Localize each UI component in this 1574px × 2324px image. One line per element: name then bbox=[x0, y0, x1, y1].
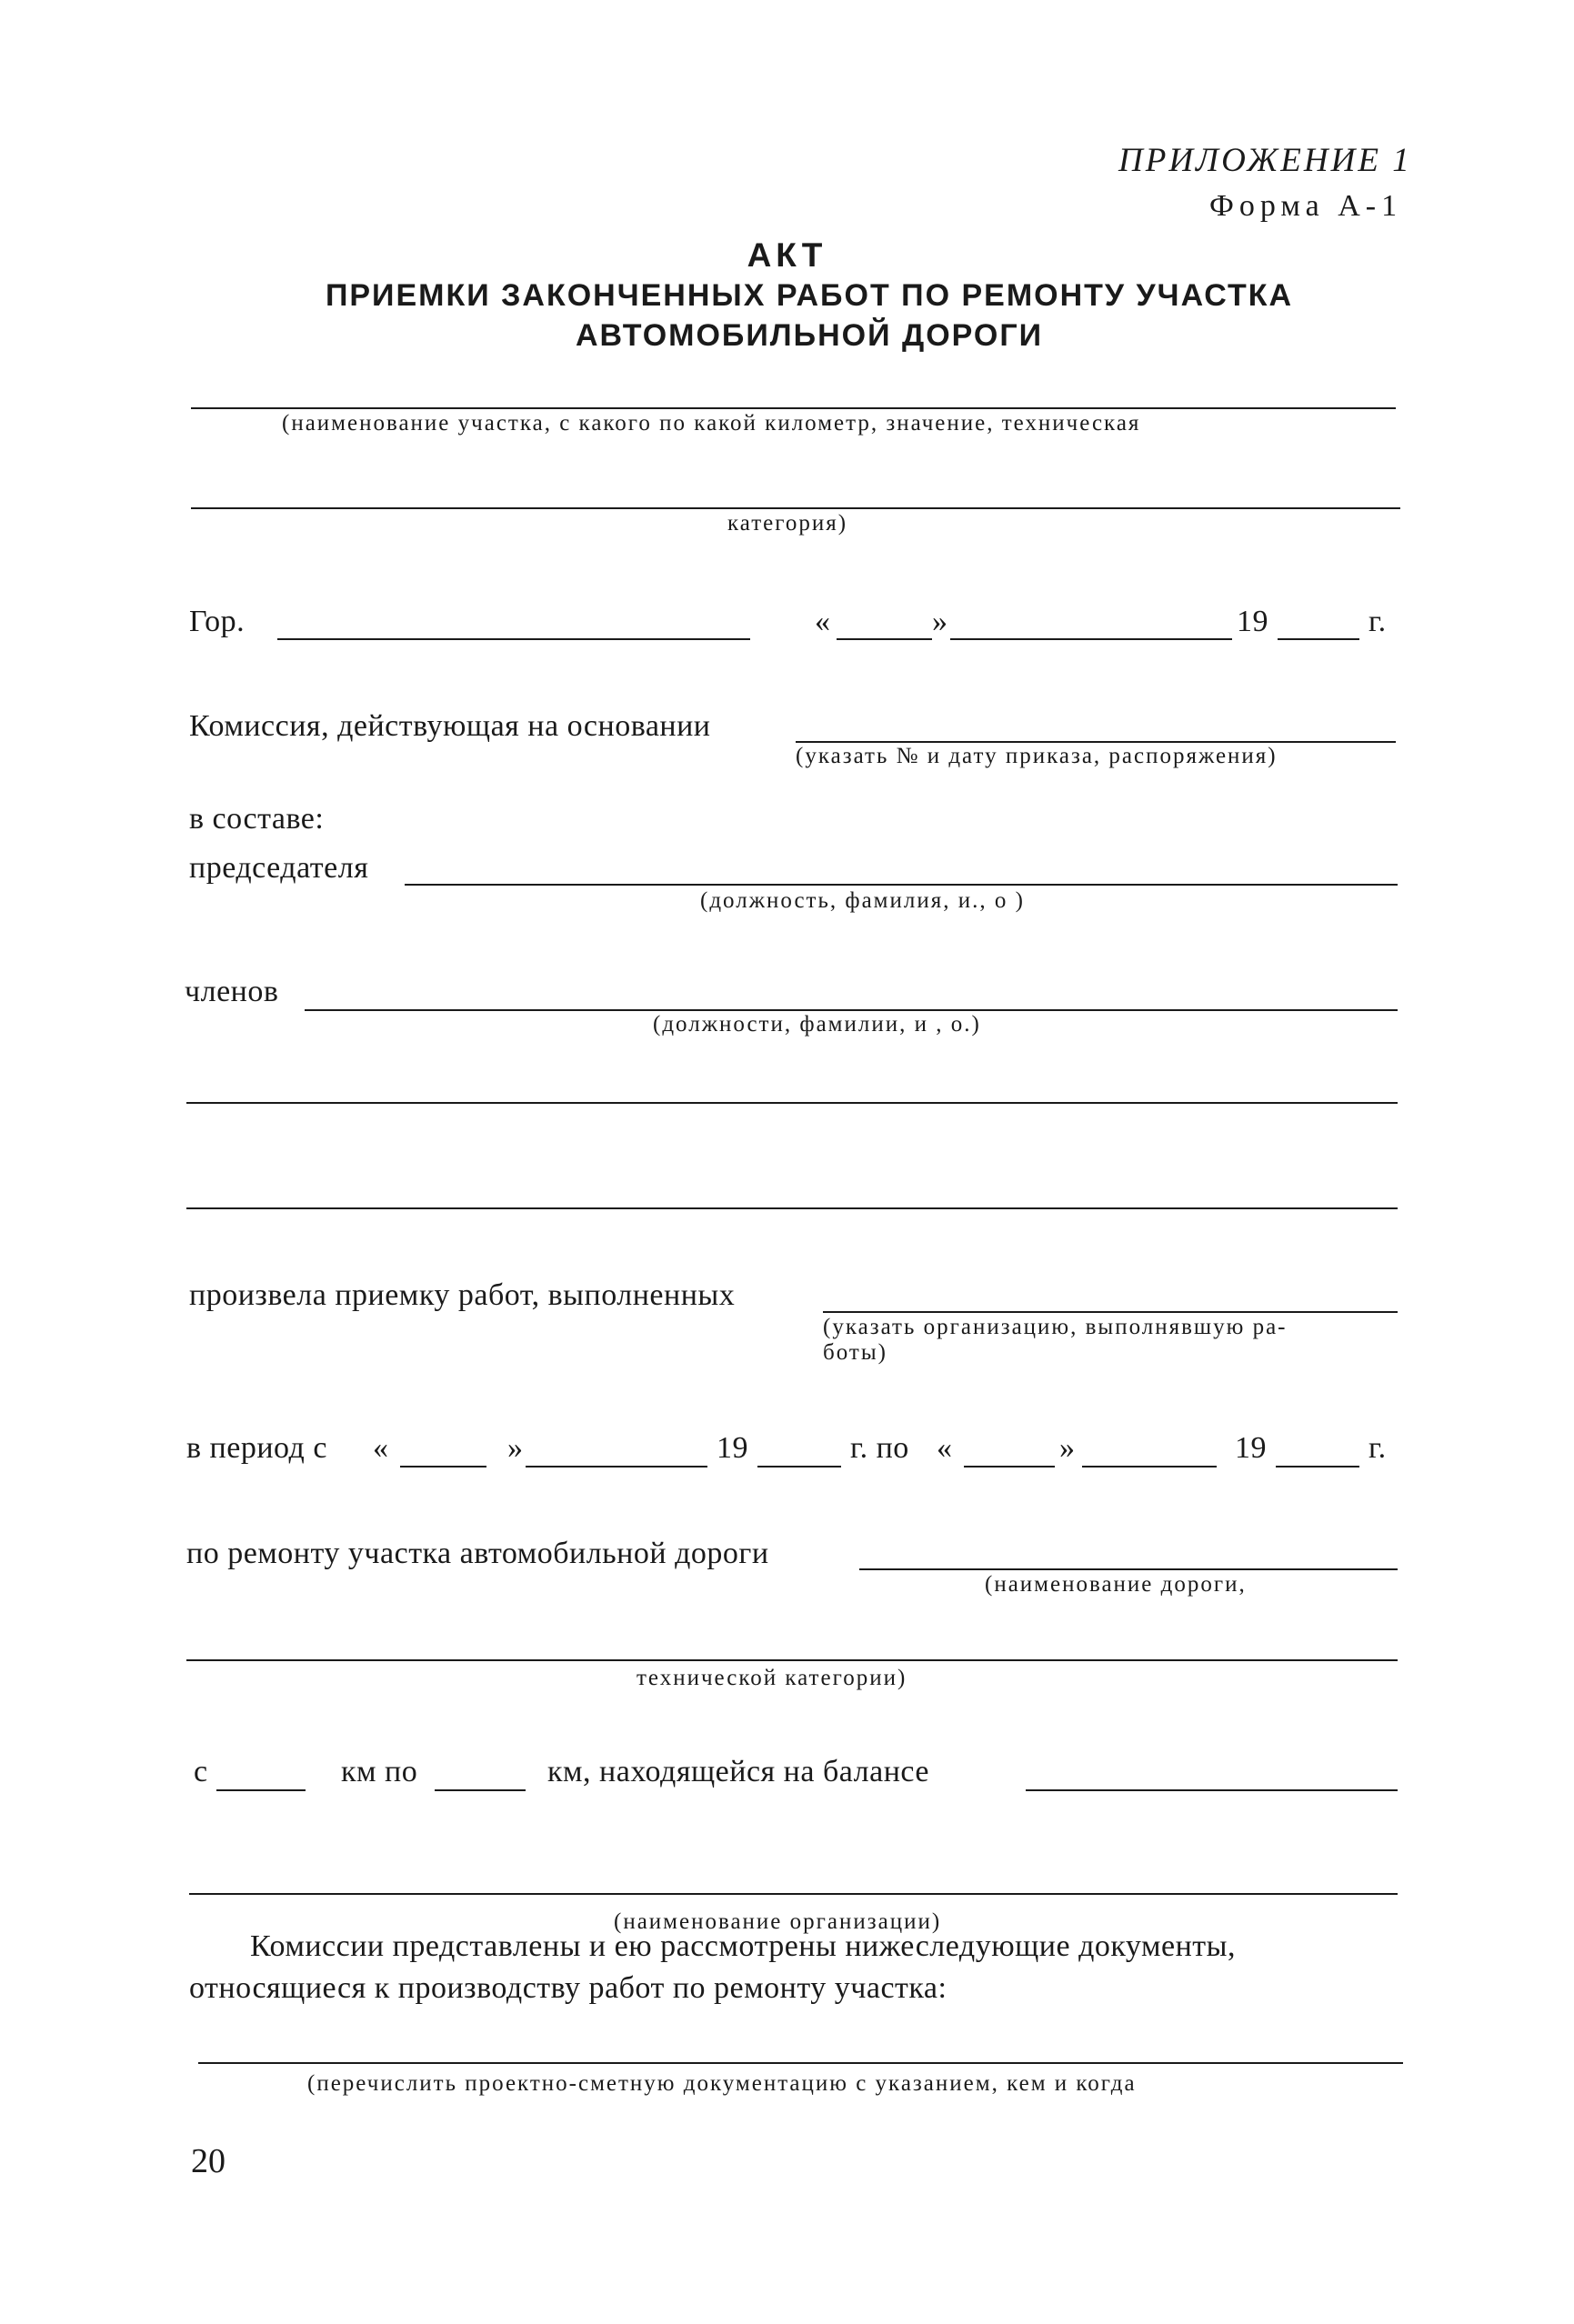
commission-basis-field[interactable] bbox=[796, 741, 1396, 743]
commission-basis-caption: (указать № и дату приказа, распоряжения) bbox=[796, 744, 1278, 768]
documents-caption: (перечислить проектно-сметную документацию с указанием, кем и когда bbox=[307, 2071, 1137, 2096]
date-open-quote: « bbox=[815, 605, 831, 638]
composition-label: в составе: bbox=[189, 802, 325, 836]
period-from-year-prefix: 19 bbox=[717, 1431, 748, 1465]
section-name-line-2[interactable] bbox=[191, 507, 1400, 509]
members-caption: (должности, фамилии, и , о.) bbox=[653, 1012, 981, 1037]
city-label: Гор. bbox=[189, 605, 246, 638]
chairman-label: председателя bbox=[189, 851, 369, 885]
period-to-day-field[interactable] bbox=[964, 1466, 1055, 1468]
km-from-label: с bbox=[194, 1755, 208, 1788]
documents-list-field[interactable] bbox=[198, 2062, 1403, 2064]
period-from-day-field[interactable] bbox=[400, 1466, 486, 1468]
km-from-field[interactable] bbox=[216, 1789, 306, 1791]
km-to-label: км по bbox=[341, 1755, 418, 1788]
period-to-month-field[interactable] bbox=[1082, 1466, 1217, 1468]
road-label: по ремонту участка автомобильной дороги bbox=[186, 1537, 769, 1570]
form-number: Форма А-1 bbox=[1209, 189, 1403, 223]
contractor-caption-2: боты) bbox=[823, 1340, 887, 1365]
period-to-close-quote: » bbox=[1059, 1431, 1076, 1465]
contractor-field[interactable] bbox=[823, 1311, 1398, 1313]
period-to-year-prefix: 19 bbox=[1235, 1431, 1267, 1465]
city-field[interactable] bbox=[277, 638, 750, 640]
section-name-caption-2: категория) bbox=[727, 511, 848, 536]
period-close-quote: » bbox=[507, 1431, 524, 1465]
organization-field[interactable] bbox=[189, 1893, 1398, 1895]
balance-field[interactable] bbox=[1026, 1789, 1398, 1791]
members-label: членов bbox=[185, 975, 279, 1008]
section-name-caption-1: (наименование участка, с какого по какой километр, значение, техническая bbox=[282, 411, 1141, 436]
period-open-quote: « bbox=[373, 1431, 389, 1465]
period-to-open-quote: « bbox=[937, 1431, 953, 1465]
contractor-caption-1: (указать организацию, выполнявшую ра- bbox=[823, 1315, 1288, 1339]
acceptance-label: произвела приемку работ, выполненных bbox=[189, 1278, 736, 1312]
date-year-prefix: 19 bbox=[1237, 605, 1268, 638]
page-number: 20 bbox=[191, 2142, 226, 2180]
title-line-3: АВТОМОБИЛЬНОЙ ДОРОГИ bbox=[575, 318, 1044, 353]
title-act: АКТ bbox=[747, 236, 827, 274]
date-year-suffix: г. bbox=[1368, 605, 1387, 638]
date-day-field[interactable] bbox=[837, 638, 932, 640]
organization-caption: (наименование организации) bbox=[614, 1909, 942, 1934]
commission-label: Комиссия, действующая на основании bbox=[189, 709, 711, 743]
period-label: в период с bbox=[186, 1431, 327, 1465]
period-from-year-field[interactable] bbox=[757, 1466, 841, 1468]
km-to-field[interactable] bbox=[435, 1789, 526, 1791]
chairman-caption: (должность, фамилия, и., о ) bbox=[700, 888, 1025, 913]
section-name-line-1[interactable] bbox=[191, 407, 1396, 409]
appendix-label: ПРИЛОЖЕНИЕ 1 bbox=[1118, 142, 1412, 179]
period-to-year-suffix: г. bbox=[1368, 1431, 1387, 1465]
period-to-label: г. по bbox=[850, 1431, 909, 1465]
road-name-caption: (наименование дороги, bbox=[985, 1572, 1247, 1597]
date-close-quote: » bbox=[932, 605, 948, 638]
title-line-2: ПРИЕМКИ ЗАКОНЧЕННЫХ РАБОТ ПО РЕМОНТУ УЧАСТКА bbox=[325, 278, 1294, 313]
documents-paragraph-line-2: относящиеся к производству работ по ремонту участка: bbox=[189, 1971, 947, 2005]
members-field[interactable] bbox=[305, 1009, 1398, 1011]
period-to-year-field[interactable] bbox=[1276, 1466, 1359, 1468]
balance-label: км, находящейся на балансе bbox=[547, 1755, 930, 1788]
documents-paragraph-line-1: Комиссии представлены и ею рассмотрены нижеследующие документы, bbox=[250, 1929, 1236, 1963]
period-from-month-field[interactable] bbox=[526, 1466, 707, 1468]
road-name-field[interactable] bbox=[859, 1568, 1398, 1570]
chairman-field[interactable] bbox=[405, 884, 1398, 886]
road-category-caption: технической категории) bbox=[637, 1666, 907, 1690]
members-field-3[interactable] bbox=[186, 1207, 1398, 1209]
road-category-field[interactable] bbox=[186, 1659, 1398, 1661]
members-field-2[interactable] bbox=[186, 1102, 1398, 1104]
date-year-field[interactable] bbox=[1278, 638, 1359, 640]
date-month-field[interactable] bbox=[950, 638, 1232, 640]
